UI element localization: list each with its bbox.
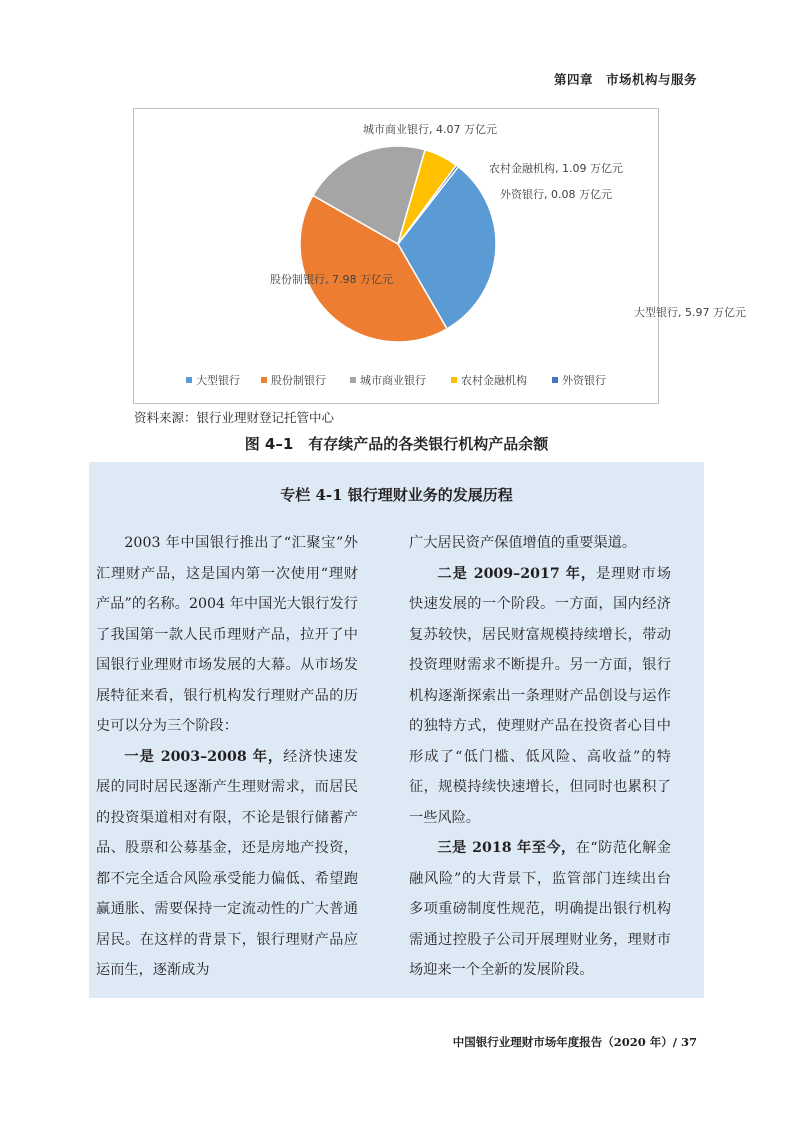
right-column xyxy=(409,528,671,986)
legend-label-2: 城市商业银行 xyxy=(360,374,426,387)
data-label-2: 城市商业银行, 4.07 万亿元 xyxy=(363,123,497,136)
box-title: 专栏 4-1 银行理财业务的发展历程 xyxy=(280,486,513,504)
paragraph-4 xyxy=(409,833,671,986)
legend-swatch-1 xyxy=(261,377,267,383)
legend-swatch-3 xyxy=(451,377,457,383)
paragraph-2-lead: 一是 2003–2008 年， xyxy=(124,748,284,765)
data-label-3: 农村金融机构, 1.09 万亿元 xyxy=(489,162,623,175)
pie-chart-svg xyxy=(134,109,746,403)
data-label-4: 外资银行, 0.08 万亿元 xyxy=(500,188,612,201)
paragraph-1: 2003 年中国银行推出了“汇聚宝”外汇理财产品，这是国内第一次使用“理财产品”的名称。2004 年中国光大银行发行了我国第一款人民币理财产品，拉开了中国银行业理财市场发展的大幕。从市场发展特征来看，银行机构发行理财产品的历史可以分为三个阶段： xyxy=(96,535,358,734)
page-footer: 中国银行业理财市场年度报告（2020 年）/ 37 xyxy=(452,1035,697,1049)
legend-label-0: 大型银行 xyxy=(196,374,240,387)
data-label-0: 大型银行, 5.97 万亿元 xyxy=(634,306,746,319)
paragraph-3-body: 是理财市场快速发展的一个阶段。一方面，国内经济复苏较快，居民财富规模持续增长，带动投资理财需求不断提升。另一方面，银行机构逐渐探索出一条理财产品创设与运作的独特方式，使理财产品在投资者心目中形成了“低门槛、低风险、高收益”的特征，规模持续快速增长，但同时也累积了一些风险。 xyxy=(409,565,671,826)
paragraph-3 xyxy=(409,559,671,834)
data-label-1: 股份制银行, 7.98 万亿元 xyxy=(270,273,393,286)
legend-label-4: 外资银行 xyxy=(562,374,606,387)
figure-title: 图 4–1 有存续产品的各类银行机构产品余额 xyxy=(244,435,549,453)
column-box xyxy=(89,462,704,998)
paragraph-3-lead: 二是 2009–2017 年， xyxy=(437,565,597,582)
paragraph-4-body: 在“防范化解金融风险”的大背景下，监管部门连续出台多项重磅制度性规范，明确提出银行机构需通过控股子公司开展理财业务，理财市场迎来一个全新的发展阶段。 xyxy=(409,840,671,978)
paragraph-2-continued: 广大居民资产保值增值的重要渠道。 xyxy=(409,535,637,551)
legend-label-1: 股份制银行 xyxy=(271,374,326,387)
legend-label-3: 农村金融机构 xyxy=(461,374,527,387)
left-column xyxy=(96,528,358,986)
chapter-header: 第四章 市场机构与服务 xyxy=(553,72,697,87)
pie-chart xyxy=(133,108,746,404)
legend-swatch-0 xyxy=(186,377,192,383)
paragraph-4-lead: 三是 2018 年至今， xyxy=(437,840,576,856)
source-note: 资料来源：银行业理财登记托管中心 xyxy=(134,410,335,425)
legend-swatch-2 xyxy=(350,377,356,383)
paragraph-2-body: 经济快速发展的同时居民逐渐产生理财需求，而居民的投资渠道相对有限，不论是银行储蓄产品、股票和公募基金，还是房地产投资，都不完全适合风险承受能力偏低、希望跑赢通胀、需要保持一定流动性的广大普通居民。在这样的背景下，银行理财产品应运而生，逐渐成为 xyxy=(96,748,358,978)
paragraph-2 xyxy=(96,742,358,986)
legend-swatch-4 xyxy=(552,377,558,383)
